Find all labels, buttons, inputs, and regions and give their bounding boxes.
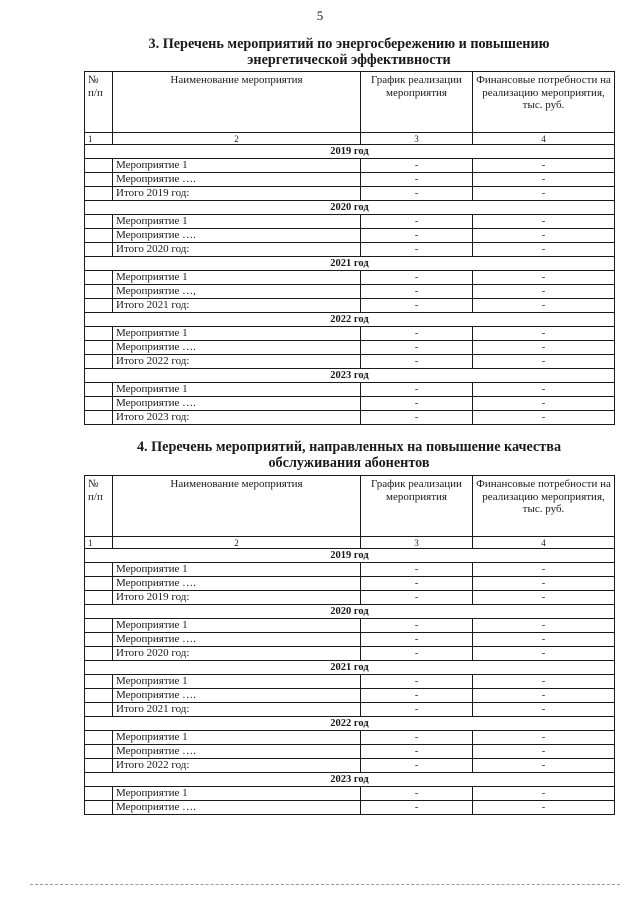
activity-schedule: - bbox=[361, 801, 473, 815]
total-schedule: - bbox=[361, 759, 473, 773]
table-row bbox=[85, 577, 615, 591]
table-row bbox=[85, 675, 615, 689]
table-row bbox=[85, 689, 615, 703]
row-number bbox=[85, 285, 113, 299]
year-row bbox=[85, 257, 615, 271]
table-row bbox=[85, 285, 615, 299]
activity-name: Мероприятие 1 bbox=[113, 563, 361, 577]
activity-finance: - bbox=[473, 229, 615, 243]
row-number bbox=[85, 787, 113, 801]
total-finance: - bbox=[473, 355, 615, 369]
activity-schedule: - bbox=[361, 397, 473, 411]
column-index: 1 bbox=[85, 537, 113, 549]
activity-name: Мероприятие 1 bbox=[113, 159, 361, 173]
activity-name: Мероприятие …. bbox=[113, 173, 361, 187]
row-number bbox=[85, 271, 113, 285]
activity-schedule: - bbox=[361, 271, 473, 285]
activity-schedule: - bbox=[361, 383, 473, 397]
activity-name: Мероприятие 1 bbox=[113, 787, 361, 801]
total-finance: - bbox=[473, 411, 615, 425]
total-label: Итого 2020 год: bbox=[113, 243, 361, 257]
activity-finance: - bbox=[473, 787, 615, 801]
row-number bbox=[85, 563, 113, 577]
section-4-title bbox=[84, 439, 614, 471]
activity-name: Мероприятие …. bbox=[113, 577, 361, 591]
section-3-title bbox=[84, 36, 614, 68]
year-heading: 2022 год bbox=[85, 717, 615, 731]
section-4-title-line2: обслуживания абонентов bbox=[268, 455, 430, 471]
table-row bbox=[85, 397, 615, 411]
activity-name: Мероприятие …. bbox=[113, 745, 361, 759]
year-heading: 2019 год bbox=[85, 549, 615, 563]
total-row bbox=[85, 243, 615, 257]
row-number bbox=[85, 327, 113, 341]
row-number bbox=[85, 633, 113, 647]
year-heading: 2023 год bbox=[85, 369, 615, 383]
activity-schedule: - bbox=[361, 577, 473, 591]
activity-finance: - bbox=[473, 271, 615, 285]
activity-schedule: - bbox=[361, 341, 473, 355]
total-schedule: - bbox=[361, 243, 473, 257]
total-finance: - bbox=[473, 703, 615, 717]
year-row bbox=[85, 549, 615, 563]
total-finance: - bbox=[473, 187, 615, 201]
activity-finance: - bbox=[473, 689, 615, 703]
row-number bbox=[85, 759, 113, 773]
row-number bbox=[85, 243, 113, 257]
activity-finance: - bbox=[473, 383, 615, 397]
activity-name: Мероприятие 1 bbox=[113, 327, 361, 341]
total-row bbox=[85, 703, 615, 717]
total-schedule: - bbox=[361, 187, 473, 201]
activity-finance: - bbox=[473, 285, 615, 299]
table-row bbox=[85, 633, 615, 647]
section-4-table bbox=[84, 475, 615, 815]
activity-finance: - bbox=[473, 173, 615, 187]
activity-finance: - bbox=[473, 745, 615, 759]
year-row bbox=[85, 145, 615, 159]
activity-schedule: - bbox=[361, 229, 473, 243]
table-row bbox=[85, 327, 615, 341]
column-index: 3 bbox=[361, 537, 473, 549]
year-heading: 2019 год bbox=[85, 145, 615, 159]
row-number bbox=[85, 299, 113, 313]
row-number bbox=[85, 675, 113, 689]
table-row bbox=[85, 215, 615, 229]
total-schedule: - bbox=[361, 411, 473, 425]
activity-finance: - bbox=[473, 341, 615, 355]
header-finance: Финансовые потребности на реализацию мероприятия, тыс. руб. bbox=[473, 72, 615, 133]
activity-finance: - bbox=[473, 619, 615, 633]
row-number bbox=[85, 591, 113, 605]
activity-schedule: - bbox=[361, 675, 473, 689]
year-row bbox=[85, 201, 615, 215]
activity-schedule: - bbox=[361, 731, 473, 745]
activity-name: Мероприятие …, bbox=[113, 285, 361, 299]
activity-name: Мероприятие …. bbox=[113, 633, 361, 647]
column-index-row bbox=[85, 537, 615, 549]
row-number bbox=[85, 341, 113, 355]
row-number bbox=[85, 229, 113, 243]
table-row bbox=[85, 159, 615, 173]
row-number bbox=[85, 159, 113, 173]
activity-name: Мероприятие 1 bbox=[113, 271, 361, 285]
row-number bbox=[85, 703, 113, 717]
column-index: 4 bbox=[473, 133, 615, 145]
activity-name: Мероприятие …. bbox=[113, 229, 361, 243]
activity-schedule: - bbox=[361, 327, 473, 341]
activity-finance: - bbox=[473, 397, 615, 411]
activity-finance: - bbox=[473, 577, 615, 591]
activity-name: Мероприятие 1 bbox=[113, 619, 361, 633]
activity-name: Мероприятие 1 bbox=[113, 215, 361, 229]
row-number bbox=[85, 215, 113, 229]
column-index: 1 bbox=[85, 133, 113, 145]
page-number: 5 bbox=[316, 8, 324, 23]
total-row bbox=[85, 591, 615, 605]
year-heading: 2022 год bbox=[85, 313, 615, 327]
total-label: Итого 2020 год: bbox=[113, 647, 361, 661]
row-number bbox=[85, 173, 113, 187]
table-row bbox=[85, 383, 615, 397]
total-row bbox=[85, 411, 615, 425]
activity-name: Мероприятие …. bbox=[113, 397, 361, 411]
table-row bbox=[85, 801, 615, 815]
total-row bbox=[85, 187, 615, 201]
total-finance: - bbox=[473, 647, 615, 661]
total-row bbox=[85, 647, 615, 661]
total-row bbox=[85, 355, 615, 369]
activity-schedule: - bbox=[361, 689, 473, 703]
activity-schedule: - bbox=[361, 619, 473, 633]
total-schedule: - bbox=[361, 591, 473, 605]
total-schedule: - bbox=[361, 355, 473, 369]
total-schedule: - bbox=[361, 647, 473, 661]
activity-name: Мероприятие …. bbox=[113, 689, 361, 703]
total-schedule: - bbox=[361, 299, 473, 313]
header-schedule: График реализации мероприятия bbox=[361, 476, 473, 537]
activity-finance: - bbox=[473, 563, 615, 577]
activity-name: Мероприятие 1 bbox=[113, 731, 361, 745]
total-label: Итого 2023 год: bbox=[113, 411, 361, 425]
table-row bbox=[85, 229, 615, 243]
activity-schedule: - bbox=[361, 563, 473, 577]
year-row bbox=[85, 661, 615, 675]
column-index: 2 bbox=[113, 133, 361, 145]
table-row bbox=[85, 745, 615, 759]
header-num: № п/п bbox=[85, 72, 113, 133]
row-number bbox=[85, 355, 113, 369]
header-num: № п/п bbox=[85, 476, 113, 537]
table-row bbox=[85, 341, 615, 355]
total-label: Итого 2021 год: bbox=[113, 703, 361, 717]
activity-schedule: - bbox=[361, 173, 473, 187]
table-row bbox=[85, 173, 615, 187]
row-number bbox=[85, 801, 113, 815]
table-row bbox=[85, 271, 615, 285]
activity-name: Мероприятие 1 bbox=[113, 383, 361, 397]
activity-finance: - bbox=[473, 159, 615, 173]
total-finance: - bbox=[473, 299, 615, 313]
activity-finance: - bbox=[473, 675, 615, 689]
activity-schedule: - bbox=[361, 633, 473, 647]
year-row bbox=[85, 313, 615, 327]
section-3-table bbox=[84, 71, 615, 425]
total-label: Итого 2022 год: bbox=[113, 355, 361, 369]
section-4-title-line1: 4. Перечень мероприятий, направленных на повышение качества bbox=[136, 439, 562, 455]
activity-schedule: - bbox=[361, 787, 473, 801]
activity-finance: - bbox=[473, 801, 615, 815]
total-finance: - bbox=[473, 759, 615, 773]
activity-finance: - bbox=[473, 731, 615, 745]
header-schedule: График реализации мероприятия bbox=[361, 72, 473, 133]
year-heading: 2021 год bbox=[85, 257, 615, 271]
column-index: 4 bbox=[473, 537, 615, 549]
table-header-row bbox=[85, 476, 615, 537]
activity-name: Мероприятие …. bbox=[113, 341, 361, 355]
header-name: Наименование мероприятия bbox=[113, 476, 361, 537]
table-row bbox=[85, 731, 615, 745]
activity-finance: - bbox=[473, 633, 615, 647]
total-row bbox=[85, 759, 615, 773]
row-number bbox=[85, 745, 113, 759]
row-number bbox=[85, 397, 113, 411]
year-row bbox=[85, 773, 615, 787]
activity-schedule: - bbox=[361, 159, 473, 173]
row-number bbox=[85, 411, 113, 425]
total-label: Итого 2019 год: bbox=[113, 187, 361, 201]
year-heading: 2020 год bbox=[85, 605, 615, 619]
year-heading: 2021 год bbox=[85, 661, 615, 675]
activity-name: Мероприятие 1 bbox=[113, 675, 361, 689]
row-number bbox=[85, 187, 113, 201]
year-row bbox=[85, 369, 615, 383]
total-label: Итого 2021 год: bbox=[113, 299, 361, 313]
table-row bbox=[85, 619, 615, 633]
column-index: 3 bbox=[361, 133, 473, 145]
total-row bbox=[85, 299, 615, 313]
column-index-row bbox=[85, 133, 615, 145]
year-row bbox=[85, 717, 615, 731]
row-number bbox=[85, 647, 113, 661]
row-number bbox=[85, 731, 113, 745]
activity-schedule: - bbox=[361, 285, 473, 299]
table-row bbox=[85, 787, 615, 801]
column-index: 2 bbox=[113, 537, 361, 549]
row-number bbox=[85, 577, 113, 591]
total-finance: - bbox=[473, 591, 615, 605]
table-header-row bbox=[85, 72, 615, 133]
row-number bbox=[85, 689, 113, 703]
year-heading: 2023 год bbox=[85, 773, 615, 787]
total-finance: - bbox=[473, 243, 615, 257]
activity-name: Мероприятие …. bbox=[113, 801, 361, 815]
header-finance: Финансовые потребности на реализацию мероприятия, тыс. руб. bbox=[473, 476, 615, 537]
section-3-title-line1: 3. Перечень мероприятий по энергосбережению и повышению bbox=[148, 36, 550, 52]
year-row bbox=[85, 605, 615, 619]
activity-finance: - bbox=[473, 215, 615, 229]
scan-edge-line bbox=[30, 884, 620, 885]
table-row bbox=[85, 563, 615, 577]
activity-schedule: - bbox=[361, 215, 473, 229]
year-heading: 2020 год bbox=[85, 201, 615, 215]
activity-finance: - bbox=[473, 327, 615, 341]
activity-schedule: - bbox=[361, 745, 473, 759]
total-label: Итого 2019 год: bbox=[113, 591, 361, 605]
section-3-title-line2: энергетической эффективности bbox=[247, 52, 451, 68]
header-name: Наименование мероприятия bbox=[113, 72, 361, 133]
total-label: Итого 2022 год: bbox=[113, 759, 361, 773]
total-schedule: - bbox=[361, 703, 473, 717]
row-number bbox=[85, 619, 113, 633]
row-number bbox=[85, 383, 113, 397]
